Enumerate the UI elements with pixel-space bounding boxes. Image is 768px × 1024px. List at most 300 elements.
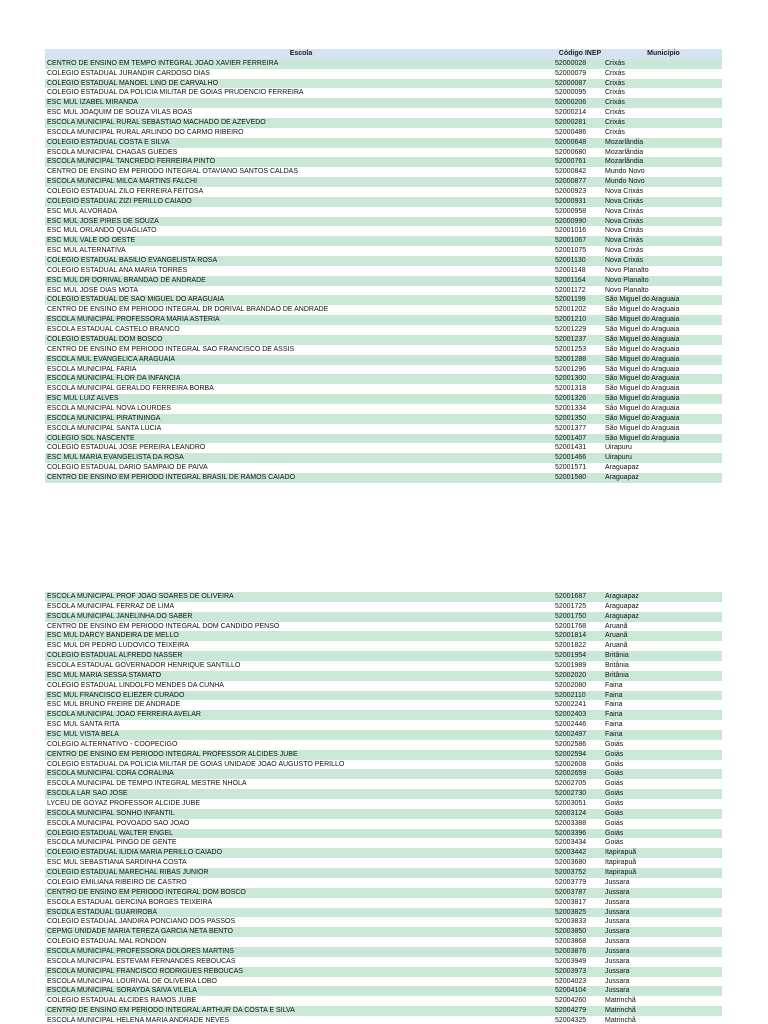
school-name-cell: ESCOLA MUNICIPAL ESTEVAM FERNANDES REBOUCAS [47,957,236,965]
municipality-cell: Aruanã [605,642,628,650]
inep-code-cell: 52003442 [555,849,587,857]
inep-code-cell: 52000923 [555,188,587,196]
school-name-cell: COLEGIO ESTADUAL JANDIRA PONCIANO DOS PASSOS [47,918,236,926]
table-row [45,819,722,829]
schools-table-top [45,49,722,483]
municipality-cell: Crixás [605,69,625,77]
table-row [45,355,722,365]
inep-code-cell: 52000648 [555,138,587,146]
school-name-cell: ESCOLA MUNICIPAL MILCA MARTINS FALCHI [47,178,198,186]
inep-code-cell: 52001407 [555,434,587,442]
inep-code-cell: 52000990 [555,217,587,225]
municipality-cell: Faina [605,721,623,729]
school-name-cell: CENTRO DE ENSINO EM PERIODO INTEGRAL BRASIL DE RAMOS CAIADO [47,473,296,481]
table-row [45,602,722,612]
table-row [45,295,722,305]
inep-code-cell: 52002020 [555,671,587,679]
table-row [45,779,722,789]
municipality-cell: Novo Planalto [605,286,649,294]
inep-code-cell: 52004023 [555,977,587,985]
header-escola: Escola [289,50,313,57]
table-row [45,108,722,118]
table-row [45,927,722,937]
inep-code-cell: 52001229 [555,326,587,334]
municipality-cell: Faina [605,711,623,719]
inep-code-cell: 52001989 [555,662,587,670]
inep-code-cell: 52000214 [555,109,587,117]
school-name-cell: ESC MUL ORLANDO QUAGLIATO [47,227,157,235]
municipality-cell: Jussara [605,957,630,965]
inep-code-cell: 52004279 [555,1007,587,1015]
inep-code-cell: 52001814 [555,632,587,640]
inep-code-cell: 52001954 [555,652,587,660]
municipality-cell: Nova Crixás [605,217,644,225]
school-name-cell: ESCOLA MUNICIPAL PROFESSORA DOLORES MARTINS [47,947,234,955]
school-name-cell: ESCOLA MUNICIPAL RURAL SEBASTIAO MACHADO DE AZEVEDO [47,119,266,127]
table-row [45,710,722,720]
inep-code-cell: 52001334 [555,404,587,412]
school-name-cell: ESCOLA MUNICIPAL POVOADO SAO JOAO [47,819,190,827]
table-row [45,394,722,404]
table-row [45,79,722,89]
table-row [45,700,722,710]
table-row [45,661,722,671]
municipality-cell: Matrinchã [605,1007,636,1015]
school-name-cell: CENTRO DE ENSINO EM PERIODO INTEGRAL PROFESSOR ALCIDES JUBE [47,750,298,758]
municipality-cell: Aruanã [605,622,628,630]
school-name-cell: ESCOLA ESTADUAL GUARIROBA [47,908,158,916]
municipality-cell: Goiás [605,750,624,758]
inep-code-cell: 52003779 [555,878,587,886]
inep-code-cell: 52001326 [555,395,587,403]
inep-code-cell: 52001016 [555,227,587,235]
table-row [45,167,722,177]
inep-code-cell: 52001148 [555,266,586,274]
table-row [45,266,722,276]
school-name-cell: ESCOLA MUNICIPAL FARIA [47,365,137,373]
inep-code-cell: 52001431 [555,444,587,452]
municipality-cell: Jussara [605,898,630,906]
municipality-cell: Jussara [605,908,630,916]
table-row [45,592,722,602]
municipality-cell: Uirapuru [605,444,632,452]
school-name-cell: CEPMG UNIDADE MARIA TEREZA GARCIA NETA BENTO [47,928,233,936]
school-name-cell: COLEGIO ESTADUAL ILIDIA MARIA PERILLO CAIADO [47,849,223,857]
inep-code-cell: 52001288 [555,355,587,363]
municipality-cell: Jussara [605,977,630,985]
table-row [45,977,722,987]
inep-code-cell: 52001075 [555,247,587,255]
municipality-cell: Crixás [605,99,625,107]
table-row [45,305,722,315]
municipality-cell: Matrinchã [605,1016,636,1024]
table-row [45,1016,722,1024]
inep-code-cell: 52003680 [555,859,587,867]
school-name-cell: ESC MUL VISTA BELA [47,731,119,739]
inep-code-cell: 52000079 [555,69,587,77]
municipality-cell: São Miguel do Araguaia [605,345,680,353]
inep-code-cell: 52000206 [555,99,587,107]
school-name-cell: ESCOLA MUNICIPAL PIRATININGA [47,414,161,422]
table-row [45,88,722,98]
inep-code-cell: 52003868 [555,938,587,946]
school-name-cell: COLEGIO ESTADUAL ALCIDES RAMOS JUBE [47,997,196,1005]
table-row [45,197,722,207]
table-row [45,809,722,819]
inep-code-cell: 52003752 [555,869,587,877]
municipality-cell: Britânia [605,652,629,660]
school-name-cell: COLEGIO ESTADUAL WALTER ENGEL [47,829,174,837]
school-name-cell: ESC MUL ALVORADA [47,207,118,215]
table-row [45,315,722,325]
school-name-cell: CENTRO DE ENSINO EM PERIODO INTEGRAL DR DORIVAL BRANDAO DE ANDRADE [47,306,329,314]
school-name-cell: ESCOLA MUNICIPAL FRANCISCO RODRIGUES REBOUCAS [47,967,244,975]
inep-code-cell: 52001210 [555,316,587,324]
school-name-cell: COLEGIO ESTADUAL ZIZI PERILLO CAIADO [47,197,192,205]
municipality-cell: Mozarlândia [605,138,644,146]
table-row [45,740,722,750]
municipality-cell: Goiás [605,819,624,827]
school-name-cell: CENTRO DE ENSINO EM PERIODO INTEGRAL ARTHUR DA COSTA E SILVA [47,1007,295,1015]
inep-code-cell: 52001237 [555,335,587,343]
inep-code-cell: 52002705 [555,780,587,788]
municipality-cell: Matrinchã [605,997,636,1005]
school-name-cell: ESCOLA MUNICIPAL JANELINHA DO SABER [47,612,193,620]
municipality-cell: São Miguel do Araguaia [605,404,680,412]
inep-code-cell: 52001768 [555,622,587,630]
school-name-cell: COLEGIO ESTADUAL COSTA E SILVA [47,138,170,146]
municipality-cell: São Miguel do Araguaia [605,335,680,343]
school-name-cell: ESCOLA MUNICIPAL CORA CORALINA [47,770,174,778]
table-row [45,256,722,266]
municipality-cell: Jussara [605,987,630,995]
municipality-cell: Mundo Novo [605,178,645,186]
table-row [45,1006,722,1016]
table-row [45,453,722,463]
table-row [45,434,722,444]
municipality-cell: Goiás [605,790,624,798]
table-row [45,838,722,848]
school-name-cell: ESCOLA MUNICIPAL FERRAZ DE LIMA [47,602,175,610]
inep-code-cell: 52003949 [555,957,587,965]
school-name-cell: COLEGIO ESTADUAL ANA MARIA TORRES [47,266,188,274]
inep-code-cell: 52000486 [555,128,587,136]
school-name-cell: ESC MUL BRUNO FREIRE DE ANDRADE [47,701,181,709]
inep-code-cell: 52003817 [555,898,587,906]
table-row [45,651,722,661]
table-row [45,69,722,79]
municipality-cell: São Miguel do Araguaia [605,375,680,383]
table-row [45,848,722,858]
school-name-cell: ESC MUL JOSE DIAS MOTA [47,286,139,294]
inep-code-cell: 52000095 [555,89,587,97]
school-name-cell: CENTRO DE ENSINO EM PERIODO INTEGRAL SAO FRANCISCO DE ASSIS [47,345,295,353]
school-name-cell: COLEGIO ESTADUAL DE SAO MIGUEL DO ARAGUAIA [47,296,225,304]
municipality-cell: Crixás [605,89,625,97]
inep-code-cell: 52001571 [555,464,587,472]
table-row [45,384,722,394]
inep-code-cell: 52000281 [555,119,587,127]
inep-code-cell: 52002110 [555,691,586,699]
inep-code-cell: 52001687 [555,593,587,600]
table-row [45,769,722,779]
municipality-cell: Goiás [605,829,624,837]
municipality-cell: Crixás [605,59,625,67]
table-row [45,207,722,217]
table-row [45,246,722,256]
municipality-cell: Araguapaz [605,612,639,620]
table-row [45,898,722,908]
inep-code-cell: 52003396 [555,829,587,837]
table-row [45,858,722,868]
inep-code-cell: 52000842 [555,168,587,176]
school-name-cell: ESCOLA MUNICIPAL TANCREDO FERREIRA PINTO [47,158,216,166]
municipality-cell: Araguapaz [605,593,639,600]
school-name-cell: ESC MUL FRANCISCO ELIEZER CURADO [47,691,185,699]
school-name-cell: ESCOLA ESTADUAL GOVERNADOR HENRIQUE SANTILLO [47,662,241,670]
school-name-cell: COLEGIO EMILIANA RIBEIRO DE CASTRO [47,878,187,886]
table-row [45,365,722,375]
table-row [45,908,722,918]
table-row [45,138,722,148]
municipality-cell: São Miguel do Araguaia [605,296,680,304]
inep-code-cell: 52001377 [555,424,587,432]
inep-code-cell: 52000087 [555,79,587,87]
municipality-cell: Nova Crixás [605,237,644,245]
school-name-cell: COLEGIO ESTADUAL JOSE PEREIRA LEANDRO [47,444,206,452]
school-name-cell: COLEGIO SOL NASCENTE [47,434,135,442]
school-name-cell: ESCOLA MUNICIPAL PINGO DE GENTE [47,839,177,847]
school-name-cell: ESCOLA MUNICIPAL PROF JOAO SOARES DE OLIVEIRA [47,593,234,600]
inep-code-cell: 52002080 [555,681,587,689]
table-row [45,345,722,355]
school-name-cell: ESC MUL DARCY BANDEIRA DE MELLO [47,632,179,640]
school-name-cell: ESCOLA MUNICIPAL HELENA MARIA ANDRADE NEVES [47,1016,230,1024]
school-name-cell: ESCOLA MUNICIPAL GERALDO FERREIRA BORBA [47,385,214,393]
table-row [45,612,722,622]
school-name-cell: CENTRO DE ENSINO EM PERIODO INTEGRAL OTAVIANO SANTOS CALDAS [47,168,299,176]
inep-code-cell: 52002497 [555,731,587,739]
table-row [45,463,722,473]
inep-code-cell: 52001822 [555,642,587,650]
schools-table-bottom [45,592,722,1024]
table-row [45,947,722,957]
table-row [45,829,722,839]
inep-code-cell: 52001750 [555,612,587,620]
table-row [45,730,722,740]
table-row [45,720,722,730]
municipality-cell: São Miguel do Araguaia [605,326,680,334]
table-row [45,878,722,888]
school-name-cell: ESC MUL SANTA RITA [47,721,120,729]
school-name-cell: COLEGIO ESTADUAL DARIO SAMPAIO DE PAIVA [47,464,208,472]
table-row [45,148,722,158]
table-row [45,404,722,414]
school-name-cell: ESCOLA MUNICIPAL JOAO FERREIRA AVELAR [47,711,201,719]
table-row [45,187,722,197]
municipality-cell: Jussara [605,928,630,936]
municipality-cell: Goiás [605,740,624,748]
inep-code-cell: 52001725 [555,602,587,610]
inep-code-cell: 52002586 [555,740,587,748]
table-row [45,868,722,878]
header-codigo-inep: Código INEP [558,50,602,57]
municipality-cell: Nova Crixás [605,257,644,265]
municipality-cell: Itapirapuã [605,849,637,857]
school-name-cell: CENTRO DE ENSINO EM PERIODO INTEGRAL DOM BOSCO [47,888,246,896]
inep-code-cell: 52002594 [555,750,587,758]
school-name-cell: ESC MUL JOSE PIRES DE SOUZA [47,217,159,225]
table-row [45,374,722,384]
school-name-cell: COLEGIO ESTADUAL ZILO FERREIRA FEITOSA [47,188,204,196]
table-row [45,128,722,138]
school-name-cell: ESCOLA LAR SAO JOSE [47,790,128,798]
municipality-cell: Novo Planalto [605,266,649,274]
table-row [45,789,722,799]
school-name-cell: COLEGIO ESTADUAL MAL RONDON [47,938,167,946]
municipality-cell: Itapirapuã [605,869,637,877]
school-name-cell: ESC MUL IZABEL MIRANDA [47,99,138,107]
municipality-cell: Mozarlândia [605,158,644,166]
inep-code-cell: 52001318 [555,385,587,393]
school-name-cell: ESCOLA ESTADUAL GERCINA BORGES TEIXEIRA [47,898,213,906]
inep-code-cell: 52003850 [555,928,587,936]
municipality-cell: São Miguel do Araguaia [605,355,680,363]
municipality-cell: Araguapaz [605,602,639,610]
table-row [45,59,722,69]
inep-code-cell: 52003973 [555,967,587,975]
table-row [45,286,722,296]
table-row [45,641,722,651]
inep-code-cell: 52000761 [555,158,587,166]
school-name-cell: ESC MUL SEBASTIANA SARDINHA COSTA [47,859,187,867]
table-body-top [45,59,722,483]
table-row [45,424,722,434]
municipality-cell: Jussara [605,888,630,896]
table-row [45,177,722,187]
municipality-cell: Crixás [605,128,625,136]
school-name-cell: COLEGIO ESTADUAL DOM BOSCO [47,335,163,343]
school-name-cell: ESC MUL DR DORIVAL BRANDAO DE ANDRADE [47,276,206,284]
table-row [45,917,722,927]
table-row [45,986,722,996]
table-row [45,750,722,760]
inep-code-cell: 52003434 [555,839,587,847]
municipality-cell: São Miguel do Araguaia [605,385,680,393]
school-name-cell: ESC MUL MARIA EVANGELISTA DA ROSA [47,454,184,462]
municipality-cell: Jussara [605,918,630,926]
table-row [45,671,722,681]
school-name-cell: COLEGIO ESTADUAL ALFREDO NASSER [47,652,183,660]
school-name-cell: ESCOLA MUNICIPAL SORAYDA SAIVA VILELA [47,987,197,995]
school-name-cell: ESCOLA MUL EVANGELICA ARAGUAIA [47,355,175,363]
inep-code-cell: 52002659 [555,770,587,778]
table-header-row [45,49,722,59]
table-row [45,957,722,967]
school-name-cell: ESC MUL MARIA SESSA STAMATO [47,671,162,679]
table-row [45,118,722,128]
school-name-cell: ESCOLA MUNICIPAL CHAGAS GUEDES [47,148,178,156]
school-name-cell: CENTRO DE ENSINO EM TEMPO INTEGRAL JOAO XAVIER FERREIRA [47,59,279,67]
inep-code-cell: 52004104 [555,987,587,995]
table-row [45,217,722,227]
school-name-cell: ESC MUL LUIZ ALVES [47,395,119,403]
inep-code-cell: 52001202 [555,306,587,314]
school-name-cell: ESCOLA MUNICIPAL DE TEMPO INTEGRAL MESTRE NHOLA [47,780,247,788]
school-name-cell: ESC MUL ALTERNATIVA [47,247,126,255]
school-name-cell: COLEGIO ESTADUAL MANOEL LINO DE CARVALHO [47,79,219,87]
municipality-cell: Goiás [605,839,624,847]
municipality-cell: Faina [605,731,623,739]
inep-code-cell: 52003833 [555,918,587,926]
municipality-cell: Jussara [605,967,630,975]
municipality-cell: Araguapaz [605,473,639,481]
inep-code-cell: 52001580 [555,473,587,481]
municipality-cell: Britânia [605,662,629,670]
municipality-cell: Itapirapuã [605,859,637,867]
inep-code-cell: 52001199 [555,296,586,304]
inep-code-cell: 52000680 [555,148,587,156]
school-name-cell: COLEGIO ESTADUAL DA POLICIA MILITAR DE GOIAS PRUDENCIO FERREIRA [47,89,304,97]
table-row [45,631,722,641]
school-name-cell: ESC MUL JOAQUIM DE SOUZA VILAS BOAS [47,109,193,117]
municipality-cell: Goiás [605,780,624,788]
inep-code-cell: 52002241 [555,701,587,709]
municipality-cell: Jussara [605,938,630,946]
inep-code-cell: 52001350 [555,414,587,422]
municipality-cell: Nova Crixás [605,188,644,196]
table-row [45,236,722,246]
school-name-cell: ESC MUL DR PEDRO LUDOVICO TEIXEIRA [47,642,189,650]
inep-code-cell: 52003124 [555,809,587,817]
municipality-cell: São Miguel do Araguaia [605,316,680,324]
inep-code-cell: 52001466 [555,454,587,462]
inep-code-cell: 52001130 [555,257,586,265]
municipality-cell: Nova Crixás [605,247,644,255]
table-row [45,622,722,632]
school-name-cell: ESCOLA MUNICIPAL PROFESSORA MARIA ASTERIA [47,316,220,324]
municipality-cell: Crixás [605,109,625,117]
municipality-cell: Aruanã [605,632,628,640]
table-row [45,681,722,691]
municipality-cell: São Miguel do Araguaia [605,414,680,422]
municipality-cell: Nova Crixás [605,197,644,205]
table-row [45,937,722,947]
inep-code-cell: 52003876 [555,947,587,955]
municipality-cell: São Miguel do Araguaia [605,365,680,373]
table-row [45,98,722,108]
municipality-cell: Goiás [605,770,624,778]
municipality-cell: São Miguel do Araguaia [605,395,680,403]
municipality-cell: São Miguel do Araguaia [605,306,680,314]
header-municipio: Município [647,50,680,57]
inep-code-cell: 52003825 [555,908,587,916]
school-name-cell: LYCEU DE GOYAZ PROFESSOR ALCIDE JUBE [47,800,200,808]
municipality-cell: Nova Crixás [605,227,644,235]
municipality-cell: Mundo Novo [605,168,645,176]
municipality-cell: Mozarlândia [605,148,644,156]
inep-code-cell: 52001172 [555,286,586,294]
municipality-cell: Goiás [605,800,624,808]
municipality-cell: São Miguel do Araguaia [605,434,680,442]
table-row [45,325,722,335]
table-row [45,226,722,236]
school-name-cell: ESCOLA MUNICIPAL NOVA LOURDES [47,404,171,412]
school-name-cell: COLEGIO ESTADUAL BASILIO EVANGELISTA ROSA [47,257,218,265]
school-name-cell: ESC MUL VALE DO OESTE [47,237,136,245]
table-row [45,996,722,1006]
inep-code-cell: 52003388 [555,819,587,827]
